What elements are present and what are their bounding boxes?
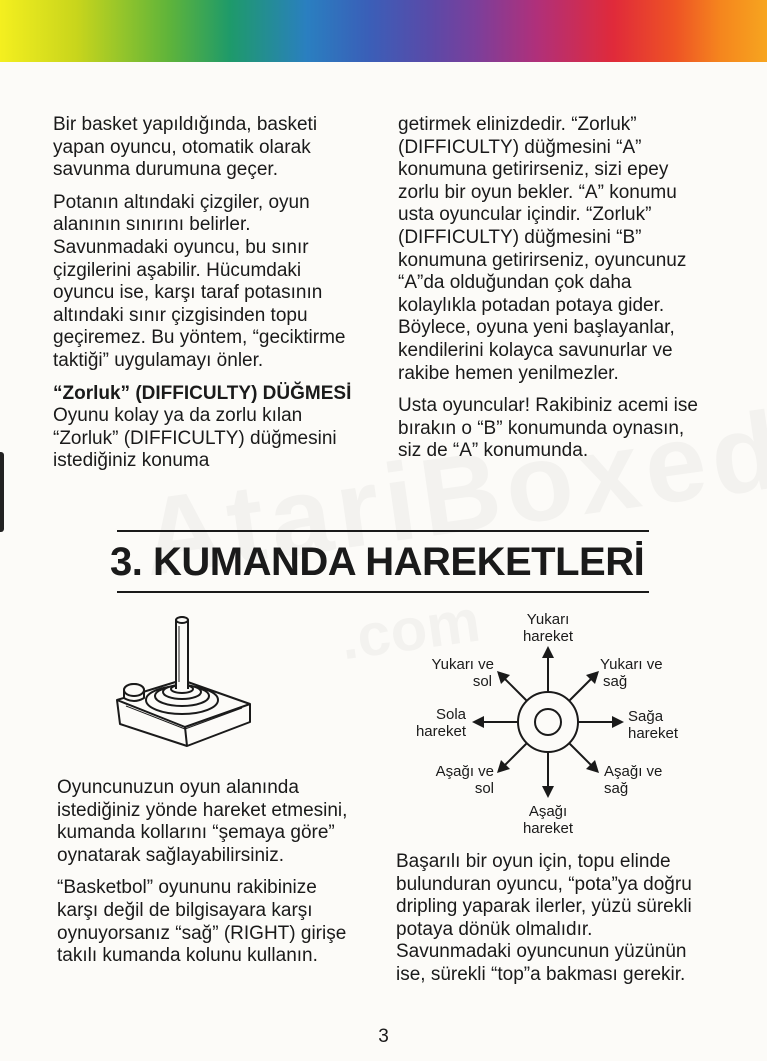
label-down-left-2: sol [474,780,494,797]
label-down-left-1: Aşağı ve [435,763,494,780]
bottom-left-paragraph-1: Oyuncunuzun oyun alanında istediğiniz yönde hareket etmesini, kumanda kollarını “şemaya göre” oynatarak sağlayabilirsiniz. [57,777,348,866]
arrow-up-right [569,677,593,701]
label-down-right-1: Aşağı ve [604,763,663,780]
bottom-left-paragraph-2: “Basketbol” oyununu rakibinize karşı değil de bilgisayara karşı oynuyorsanız “sağ” (RIGHT) girişe takılı kumanda kolunu kullanın. [57,877,347,967]
left-paragraph-2: Potanın altındaki çizgiler, oyun alanının sınırını belirler. Savunmadaki oyuncu, bu sınır çizgilerini aşabilir. Hücumdaki oyuncu ise, karşı taraf potasının altındaki sınır çizgisinden topu geçiremez. Bu yöntem, “geciktirme taktiği” uygulamayı önler. [53,191,346,371]
diagram-inner-ring [535,709,561,735]
label-up-left-1: Yukarı ve [431,656,494,673]
arrowhead-left [472,716,484,728]
label-left-1: Sola [435,706,466,723]
heading-rule-top [117,530,649,532]
label-down-right-2: sağ [604,780,629,797]
left-paragraph-1: Bir basket yapıldığında, basketi yapan oyuncu, otomatik olarak savunma durumuna geçer. [53,114,318,181]
label-down-2: hareket [522,820,574,837]
arrow-down-right [569,743,593,767]
arrowhead-up [542,646,554,658]
label-up-right-1: Yukarı ve [600,656,663,673]
right-paragraph-2: Usta oyuncular! Rakibiniz acemi ise bırakın o “B” konumunda oynasın, siz de “A” konumunda. [398,395,698,462]
page-number: 3 [378,1026,389,1047]
direction-diagram [400,612,700,842]
arrow-up-left [503,677,527,701]
rainbow-header-band [0,0,767,62]
page-edge-mark [0,452,4,532]
label-up-right-2: sağ [603,673,628,690]
bottom-left-column [57,777,357,978]
label-left-2: hareket [415,723,466,740]
joystick-icon [112,612,257,772]
label-up-2: hareket [522,628,574,645]
right-column [398,114,698,473]
arrowhead-right [612,716,624,728]
left-column [53,114,353,483]
section-heading: 3. KUMANDA HAREKETLERİ [110,540,645,584]
label-down-1: Aşağı [528,803,568,820]
bottom-right-column [396,851,701,997]
heading-rule-bottom [117,591,649,593]
arrowhead-down [542,786,554,798]
label-up-1: Yukarı [526,612,570,628]
arrow-down-left [503,743,527,767]
difficulty-subheading: “Zorluk” (DIFFICULTY) DÜĞMESİ [53,382,352,404]
bottom-right-paragraph-1: Başarılı bir oyun için, topu elinde bulunduran oyuncu, “pota”ya doğru dripling yaparak ilerler, yüzü sürekli potaya dönük olmalıdır. Savunmadaki oyuncunun yüzünün ise, sürekli “top”a bakması gerekir. [396,851,692,985]
left-paragraph-3: Oyunu kolay ya da zorlu kılan “Zorluk” (DIFFICULTY) düğmesini istediğiniz konuma [53,405,337,472]
label-right-2: hareket [628,725,679,742]
label-right-1: Sağa [628,708,664,725]
label-up-left-2: sol [472,673,492,690]
right-paragraph-1: getirmek elinizdedir. “Zorluk” (DIFFICULTY) düğmesini “A” konumuna getirirseniz, sizi epey zorlu bir oyun bekler. “A” konumu usta oyuncular içindir. “Zorluk” (DIFFICULTY) düğmesini “B” konumuna getirirseniz, oyuncunuz “A”da olduğundan çok daha kolaylıkla potadan potaya gider. Böylece, oyuna yeni başlayanlar, kendilerini kolayca savunurlar ve rakibe hemen yenilmezler. [398,114,687,384]
